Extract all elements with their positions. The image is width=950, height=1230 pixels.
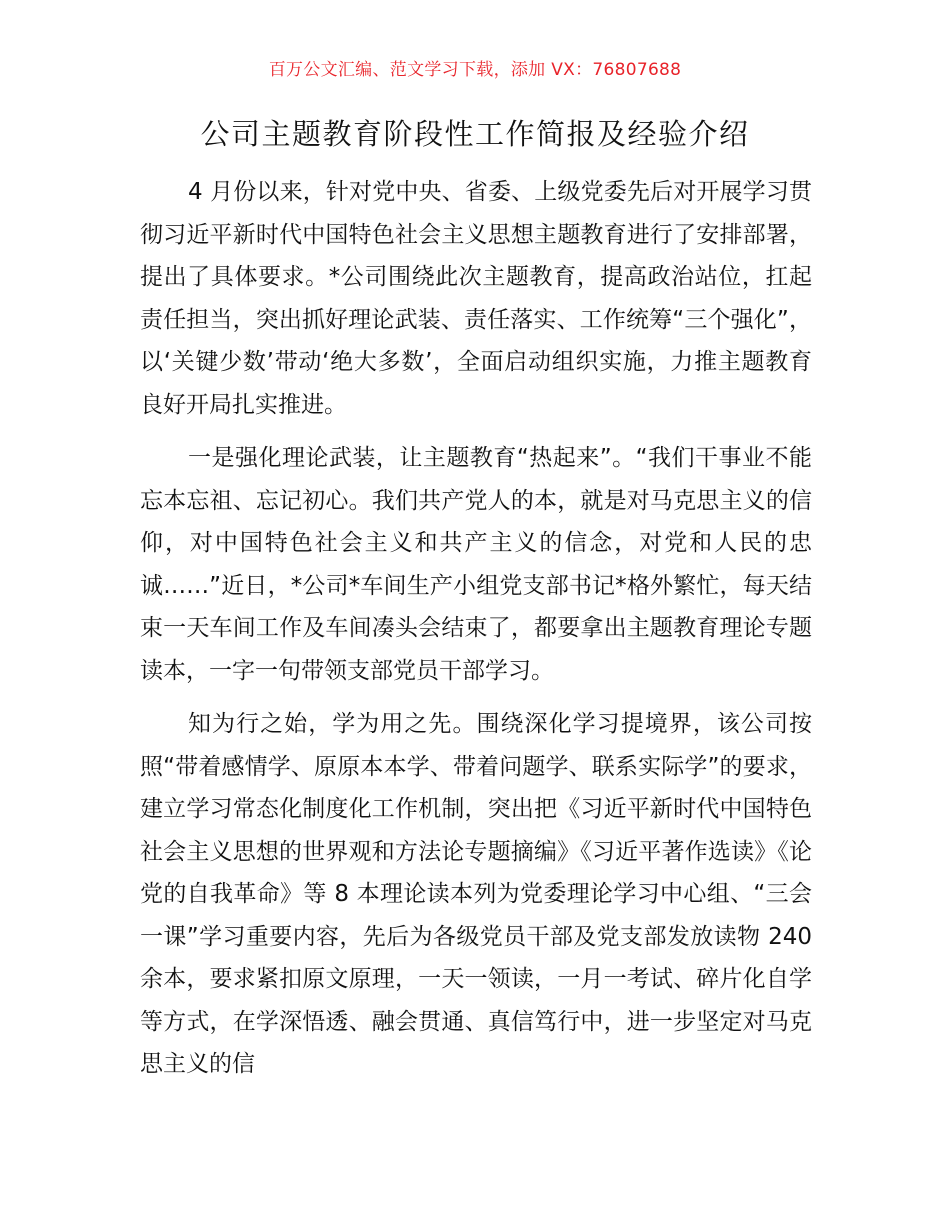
document-body <box>140 171 812 1086</box>
body-paragraph-2: 一是强化理论武装，让主题教育“热起来”。“我们干事业不能忘本忘祖、忘记初心。我们共产党人的本，就是对马克思主义的信仰，对中国特色社会主义和共产主义的信念，对党和人民的忠诚……”近日，*公司*车间生产小组党支部书记*格外繁忙，每天结束一天车间工作及车间凑头会结束了，都要拿出主题教育理论专题读本，一字一句带领支部党员干部学习。 <box>140 445 812 684</box>
body-paragraph-3: 知为行之始，学为用之先。围绕深化学习提境界，该公司按照“带着感情学、原原本本学、带着问题学、联系实际学”的要求，建立学习常态化制度化工作机制，突出把《习近平新时代中国特色社会主义思想的世界观和方法论专题摘编》《习近平著作选读》《论党的自我革命》等 8 本理论读本列为党委理论学习中心组、“三会一课”学习重要内容，先后为各级党员干部及党支部发放读物 240 余本，要求紧扣原文原理，一天一领读，一月一考试、碎片化自学等方式，在学深悟透、融会贯通、真信笃行中，进一步坚定对马克思主义的信 <box>140 711 812 1077</box>
document-title: 公司主题教育阶段性工作简报及经验介绍 <box>200 117 750 151</box>
watermark-banner: 百万公文汇编、范文学习下载，添加 VX：76807688 <box>268 60 682 80</box>
body-paragraph-1: 4 月份以来，针对党中央、省委、上级党委先后对开展学习贯彻习近平新时代中国特色社会主义思想主题教育进行了安排部署，提出了具体要求。*公司围绕此次主题教育，提高政治站位，扛起责任担当，突出抓好理论武装、责任落实、工作统筹“三个强化”，以‘关键少数’带动‘绝大多数’，全面启动组织实施，力推主题教育良好开局扎实推进。 <box>140 179 812 418</box>
